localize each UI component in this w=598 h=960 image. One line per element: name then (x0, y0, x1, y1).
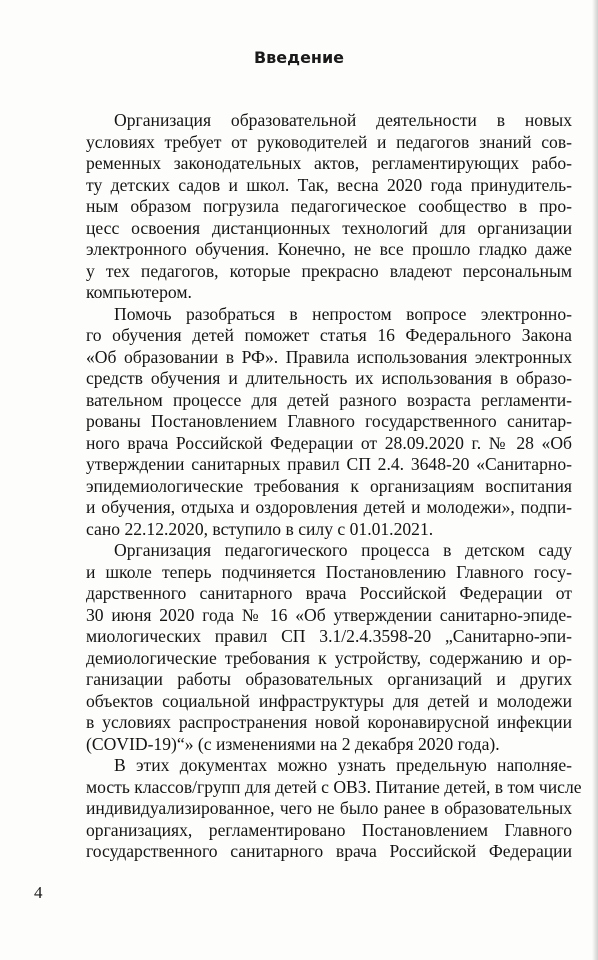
text-line: в условиях распространения новой коронавирусной инфекции (86, 712, 572, 732)
text-line: объектов социальной инфраструктуры для детей и молодежи (86, 690, 572, 711)
text-line: средств обучения и длительность их использования в образо- (86, 368, 572, 388)
text-line: ту детских садов и школ. Так, весна 2020 года принудитель- (86, 174, 572, 195)
text-line: эпидемиологические требования к организациям воспитания (86, 475, 572, 496)
text-line: ганизации работы образовательных организаций и других (86, 669, 572, 689)
text-line: Организация педагогического процесса в детском саду (114, 540, 572, 560)
text-line: ным образом погрузила педагогическое сообщество в про- (86, 196, 572, 216)
text-line: мость классов/групп для детей с ОВЗ. Питание детей, в том числе (86, 776, 582, 797)
text-line: Помочь разобраться в непростом вопросе электронно- (114, 303, 572, 324)
text-line: условиях требует от руководителей и педагогов знаний сов- (86, 131, 572, 152)
text-line: цесс освоения дистанционных технологий для организации (86, 217, 572, 238)
text-line: у тех педагогов, которые прекрасно владеют персональным (86, 260, 572, 281)
body-text (86, 110, 582, 863)
text-line: рованы Постановлением Главного государственного санитар- (86, 411, 572, 431)
text-line: и школе теперь подчиняется Постановлению Главного госу- (86, 561, 572, 582)
text-line: (COVID-19)“» (с изменениями на 2 декабря 2020 года). (86, 733, 500, 754)
text-line: Организация образовательной деятельности в новых (114, 110, 572, 130)
text-line: ного врача Российской Федерации от 28.09.2020 г. № 28 «Об (86, 432, 572, 453)
text-line: 30 июня 2020 года № 16 «Об утверждении санитарно-эпиде- (86, 604, 572, 625)
text-line: «Об образовании в РФ». Правила использования электронных (86, 346, 572, 367)
text-line: демиологические требования к устройству, содержанию и ор- (86, 647, 572, 668)
page-edge-shadow (592, 0, 598, 960)
text-line: В этих документах можно узнать предельную наполняе- (114, 755, 572, 775)
text-line: индивидуализированное, чего не было ранее в образовательных (86, 798, 572, 818)
page-title: Введение (253, 48, 345, 67)
page-number: 4 (34, 883, 43, 902)
text-line: вательном процессе для детей разного возраста регламенти- (86, 389, 572, 410)
text-line: сано 22.12.2020, вступило в силу с 01.01.2021. (86, 518, 434, 539)
text-line: ременных законодательных актов, регламентирующих рабо- (86, 153, 572, 173)
text-line: миологических правил СП 3.1/2.4.3598-20 „Санитарно-эпи- (86, 626, 572, 646)
text-line: государственного санитарного врача Российской Федерации (86, 841, 572, 861)
text-line: и обучения, отдыха и оздоровления детей и молодежи», подпи- (86, 497, 572, 517)
text-line: утверждении санитарных правил СП 2.4. 3648-20 «Санитарно- (86, 454, 572, 474)
text-line: организациях, регламентировано Постановлением Главного (86, 819, 572, 840)
text-line: дарственного санитарного врача Российской Федерации от (86, 583, 572, 603)
text-line: го обучения детей поможет статья 16 Федерального Закона (86, 325, 572, 345)
text-line: электронного обучения. Конечно, не все прошло гладко даже (86, 239, 572, 259)
text-line: компьютером. (86, 282, 192, 302)
